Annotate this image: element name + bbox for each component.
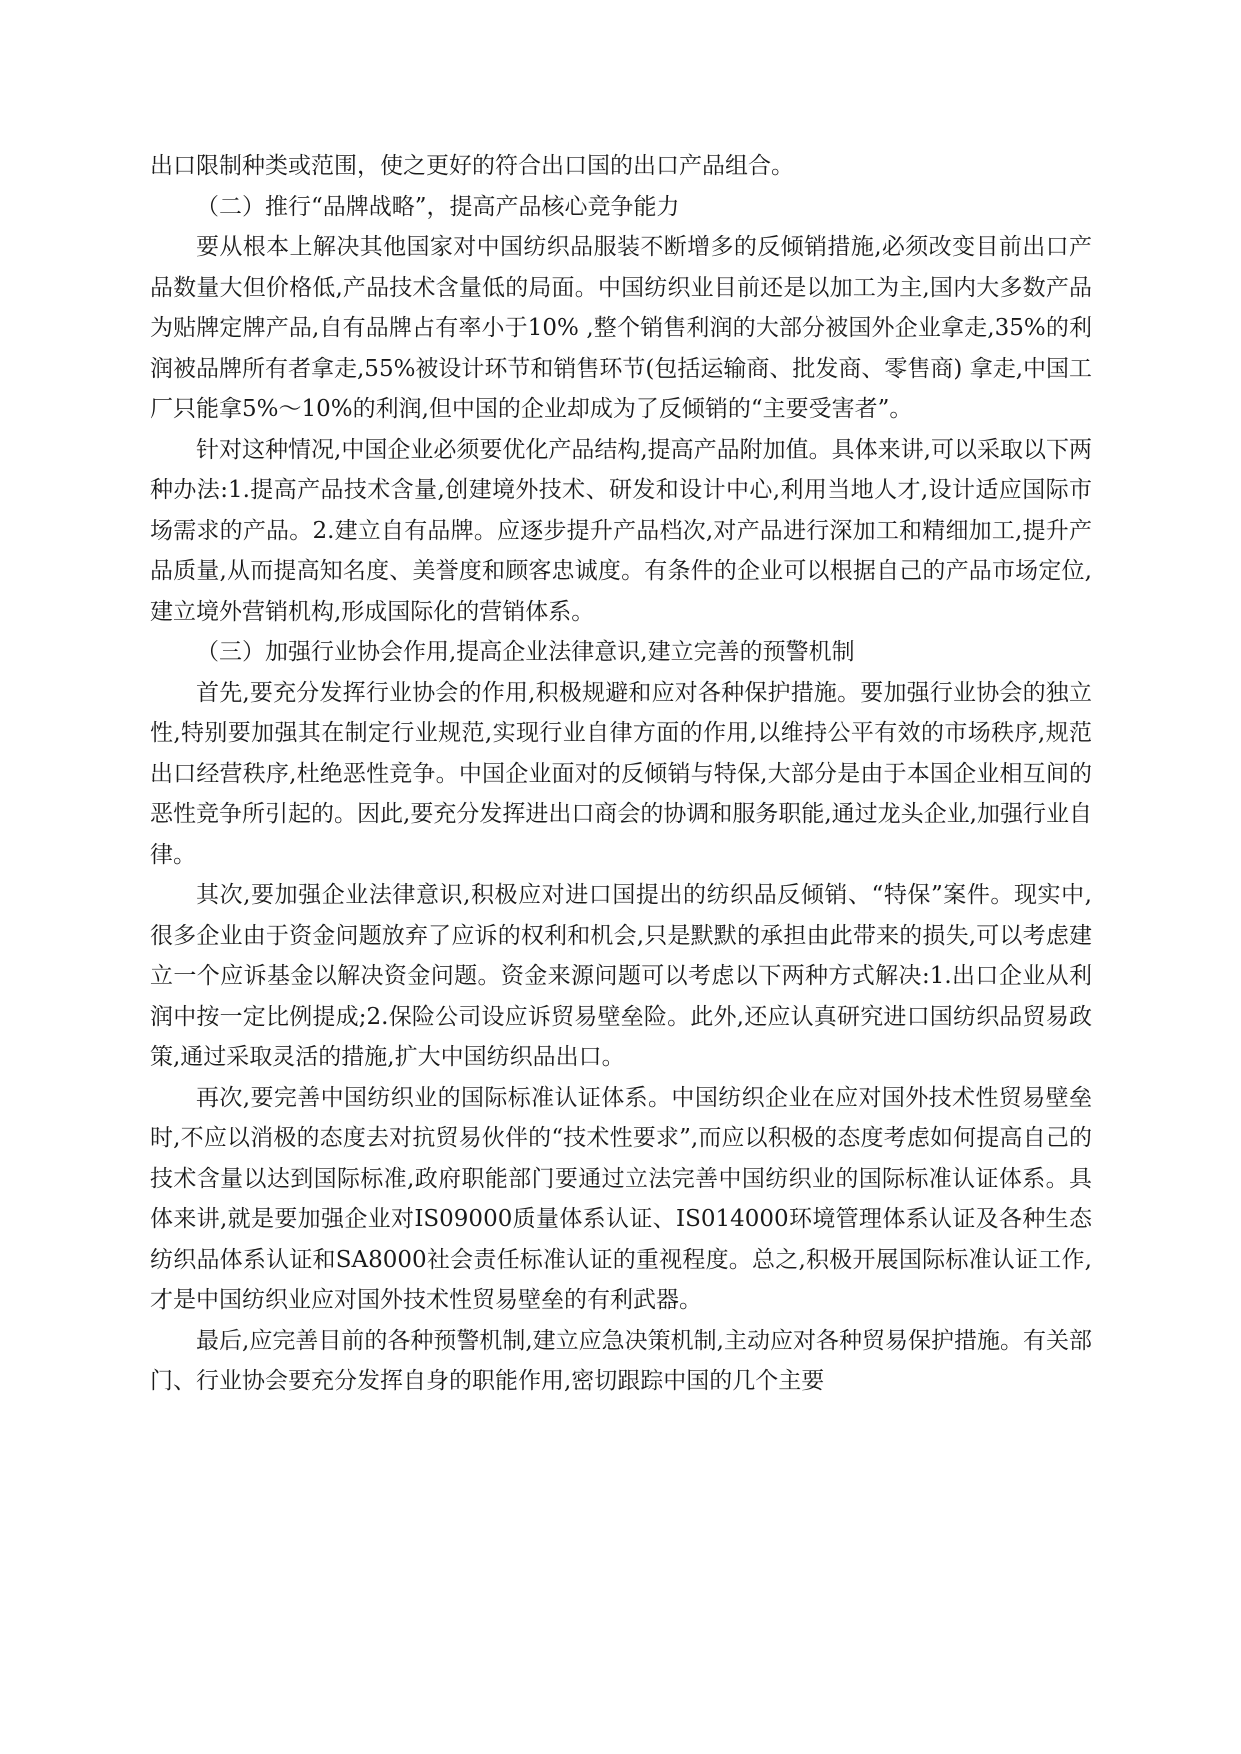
document-body — [150, 146, 1092, 1402]
section-heading-industry-association: （三）加强行业协会作用,提高企业法律意识,建立完善的预警机制 — [196, 639, 855, 665]
section-heading-brand-strategy: （二）推行“品牌战略”，提高产品核心竞争能力 — [196, 193, 680, 220]
paragraph-firstly: 首先,要充分发挥行业协会的作用,积极规避和应对各种保护措施。要加强行业协会的独立性,特别要加强其在制定行业规范,实现行业自律方面的作用,以维持公平有效的市场秩序,规范出口经营秩序,杜绝恶性竞争。中国企业面对的反倾销与特保,大部分是由于本国企业相互间的恶性竞争所引起的。因此,要充分发挥进出口商会的协调和服务职能,通过龙头企业,加强行业自律。 — [150, 679, 1092, 868]
paragraph-secondly: 其次,要加强企业法律意识,积极应对进口国提出的纺织品反倾销、“特保”案件。现实中,很多企业由于资金问题放弃了应诉的权利和机会,只是默默的承担由此带来的损失,可以考虑建立一个应诉基金以解决资金问题。资金来源问题可以考虑以下两种方式解决:1.出口企业从利润中按一定比例提成;2.保险公司设应诉贸易壁垒险。此外,还应认真研究进口国纺织品贸易政策,通过采取灵活的措施,扩大中国纺织品出口。 — [150, 882, 1092, 1070]
paragraph-continuation: 出口限制种类或范围，使之更好的符合出口国的出口产品组合。 — [150, 153, 794, 179]
paragraph-thirdly: 再次,要完善中国纺织业的国际标准认证体系。中国纺织企业在应对国外技术性贸易壁垒时,不应以消极的态度去对抗贸易伙伴的“技术性要求”,而应以积极的态度考虑如何提高自己的技术含量以达到国际标准,政府职能部门要通过立法完善中国纺织业的国际标准认证体系。具体来讲,就是要加强企业对IS09000质量体系认证、IS014000环境管理体系认证及各种生态纺织品体系认证和SA8000社会责任标准认证的重视程度。总之,积极开展国际标准认证工作,才是中国纺织业应对国外技术性贸易壁垒的有利武器。 — [150, 1084, 1092, 1313]
paragraph-finally: 最后,应完善目前的各种预警机制,建立应急决策机制,主动应对各种贸易保护措施。有关部门、行业协会要充分发挥自身的职能作用,密切跟踪中国的几个主要 — [150, 1327, 1092, 1394]
paragraph-anti-dumping: 要从根本上解决其他国家对中国纺织品服装不断增多的反倾销措施,必须改变目前出口产品数量大但价格低,产品技术含量低的局面。中国纺织业目前还是以加工为主,国内大多数产品为贴牌定牌产品,自有品牌占有率小于10% ,整个销售利润的大部分被国外企业拿走,35%的利润被品牌所有者拿走,55%被设计环节和销售环节(包括运输商、批发商、零售商) 拿走,中国工厂只能拿5%～10%的利润,但中国的企业却成为了反倾销的“主要受害者”。 — [150, 234, 1093, 422]
paragraph-product-structure: 针对这种情况,中国企业必须要优化产品结构,提高产品附加值。具体来讲,可以采取以下两种办法:1.提高产品技术含量,创建境外技术、研发和设计中心,利用当地人才,设计适应国际市场需求的产品。2.建立自有品牌。应逐步提升产品档次,对产品进行深加工和精细加工,提升产品质量,从而提高知名度、美誉度和顾客忠诚度。有条件的企业可以根据自己的产品市场定位,建立境外营销机构,形成国际化的营销体系。 — [150, 436, 1092, 625]
